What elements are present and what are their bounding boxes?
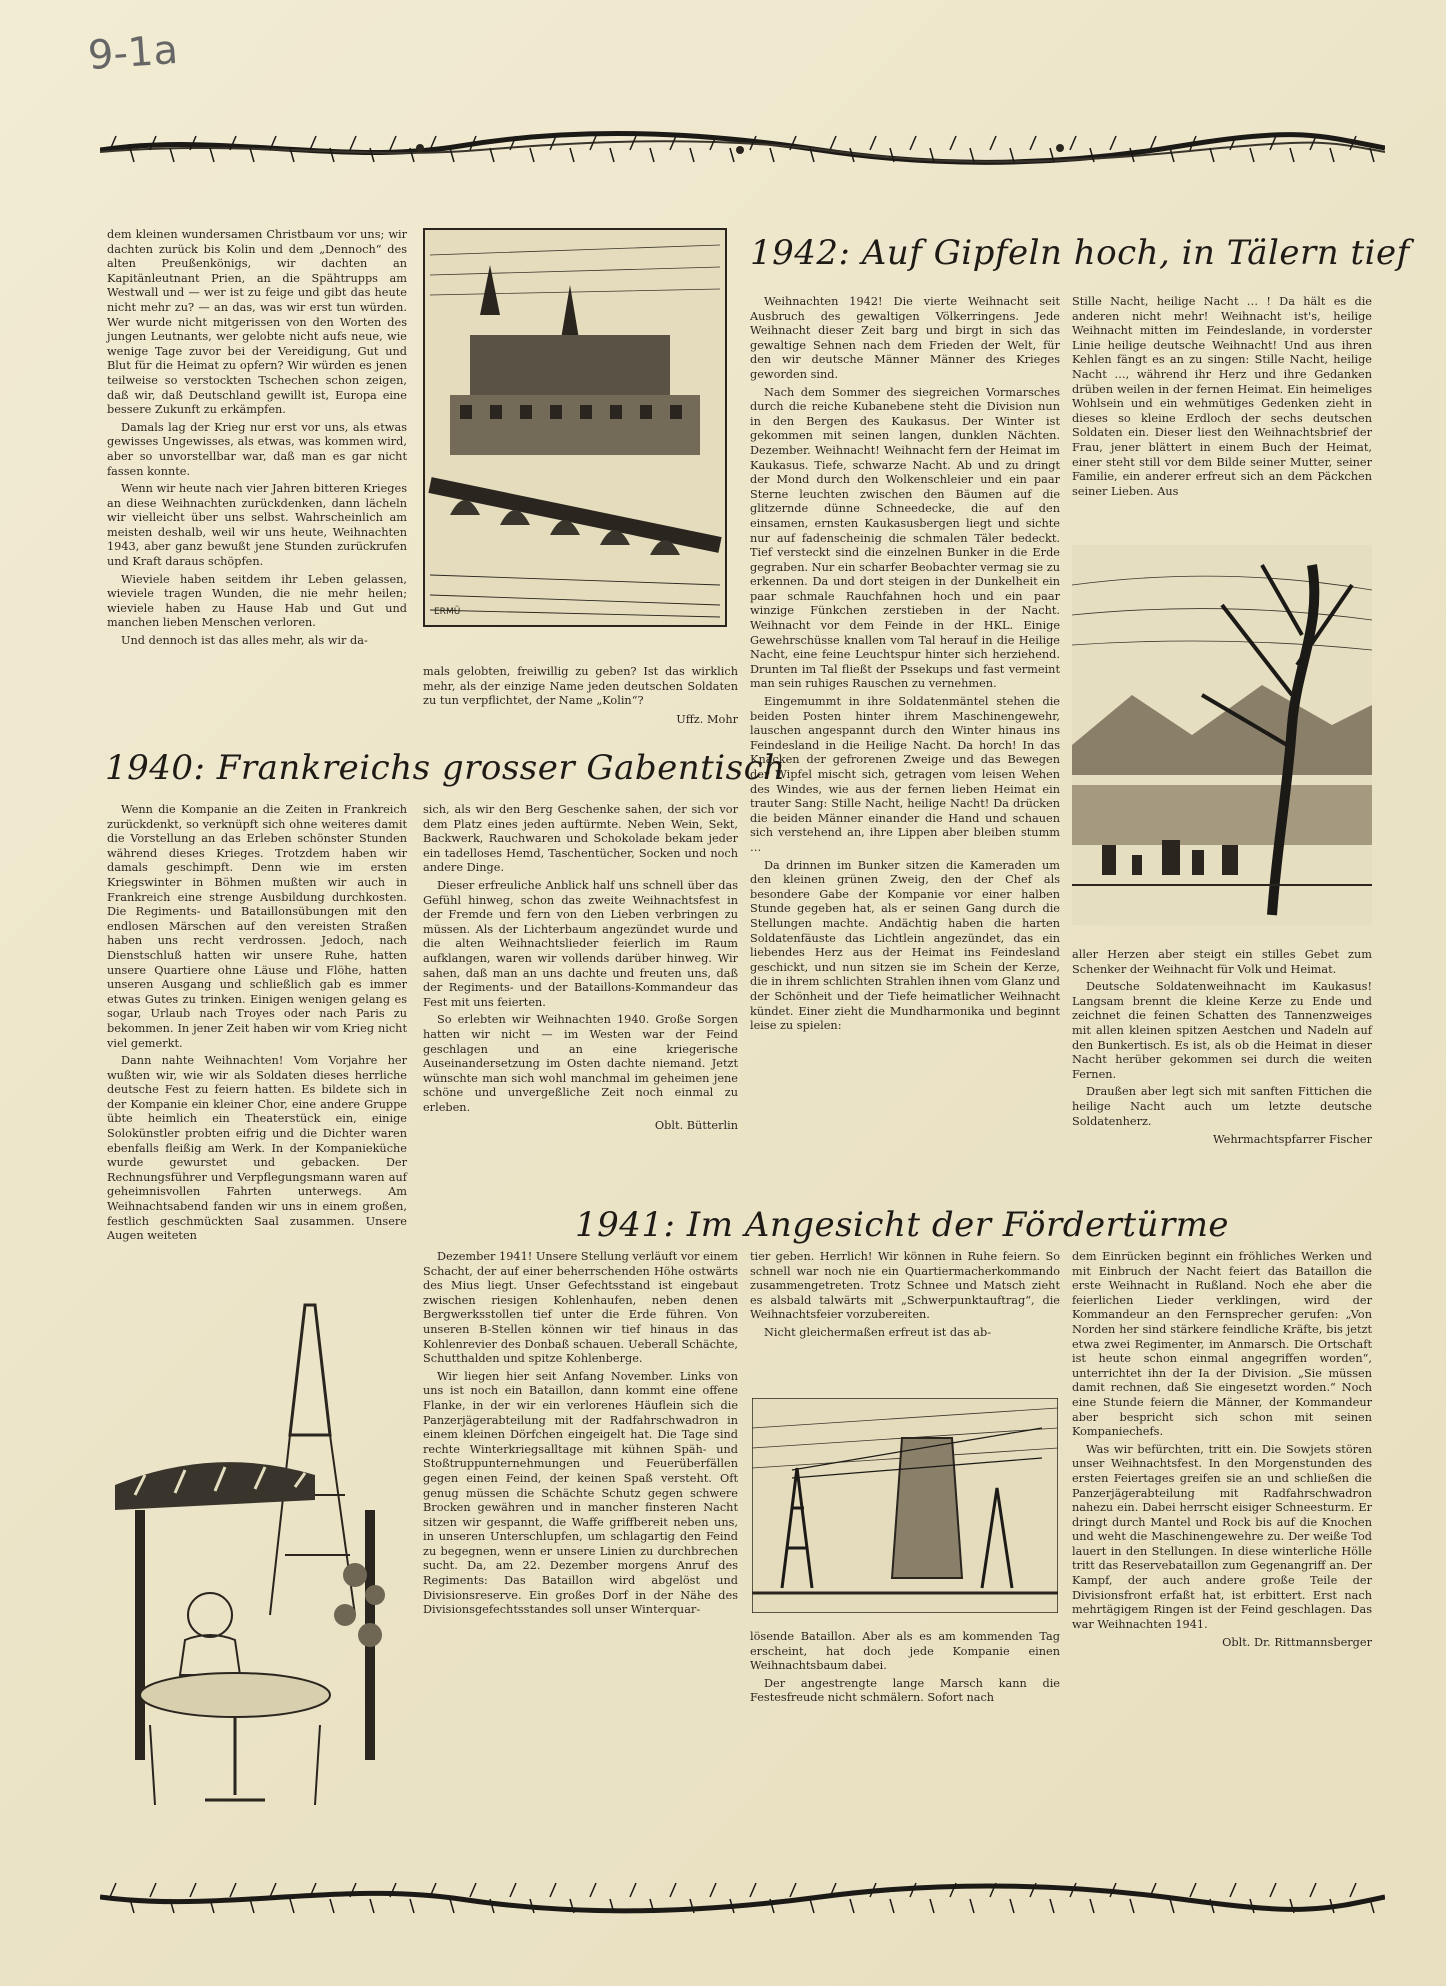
column-1940-continued (423, 803, 738, 1134)
paragraph: Dieser erfreuliche Anblick half uns schnell über das Gefühl hinweg, schon das zweite Weihnachtsfest in der Fremde und fern von den Lieben verbringen zu müssen. Als der Lichterbaum angezündet wurde und die alten Weihnachtslieder feierlich im Raum aufklangen, waren wir vollends darüber hinweg. Wir sahen, daß man an uns dachte und freuten uns, daß der Regiments- und der Bataillons-Kommandeur das Fest mit uns feierten. (423, 878, 738, 1009)
paragraph: Was wir befürchten, tritt ein. Die Sowjets stören unser Weihnachtsfest. In den Morgenstunden des ersten Feiertages greifen sie an und schließen die Panzerjägerabteilung mit Radfahrschwadron nahezu ein. Dabei herrscht eisiger Schneesturm. Er dringt durch Mantel und Rock bis auf die Knochen und weht die Maschinengewehre zu. Der weiße Tod lauert in den Stellungen. In diese winterliche Hölle tritt das Reservebataillon zum Gegenangriff an. Der Kampf, der auch andere große Teile der Divisionsfront erfaßt hat, ist erbittert. Erst nach mehrtägigem Ringen ist der Feind geschlagen. Das war Weihnachten 1941. (1072, 1442, 1372, 1631)
paragraph: Wir liegen hier seit Anfang November. Links von uns ist noch ein Bataillon, dann kommt eine offene Flanke, in der wir ein verlorenes Häuflein sich die Panzerjägerabteilung mit der Radfahrschwadron in einem kleinen Dörfchen eingeigelt hat. Die Tage sind rechte Winterkriegsalltage mit kühnen Späh- und Stoßtruppunternehmungen und Feuerüberfällen gegen einen Feind, der keinen Spaß versteht. Oft genug müssen die Schächte Schutz gegen schwere Brocken gewähren und in mancher finsteren Nacht sitzen wir gespannt, die Waffe griffbereit neben uns, in unseren Unterschlupfen, um schlagartig den Feind zu begegnen, wenn er unsere Linien zu durchbrechen sucht. Da, am 22. Dezember morgens Anruf des Regiments: Das Bataillon wird abgelöst und Divisionsreserve. Ein großes Dorf in der Nähe des Divisionsgefechtsstandes soll unser Winterquar- (423, 1369, 738, 1617)
signature-fischer: Wehrmachtspfarrer Fischer (1212, 1133, 1372, 1147)
paragraph: So erlebten wir Weihnachten 1940. Große Sorgen hatten wir nicht — im Westen war der Feind geschlagen und an eine kriegerische Auseinandersetzung im Osten dachte niemand. Jetzt wünschte man sich wohl manchmal im geheimen jene schöne und unvergeßliche Zeit noch einmal zu erleben. (423, 1013, 738, 1114)
paragraph: sich, als wir den Berg Geschenke sahen, der sich vor dem Platz eines jeden auftürmte. Neben Wein, Sekt, Backwerk, Rauchwaren und Schokolade bekam jeder ein tadelloses Hemd, Taschentücher, Socken und noch andere Dinge. (423, 803, 738, 875)
column-1942-continued (1072, 295, 1372, 502)
column-1942-ending (1072, 948, 1372, 1148)
town-illustration-icon (420, 225, 730, 630)
signature-mohr: Uffz. Mohr (676, 712, 738, 726)
artist-signature: ERMÜ (434, 607, 461, 617)
mine-tower-illustration-icon (752, 1398, 1058, 1613)
paragraph: Stille Nacht, heilige Nacht … ! Da hält es die anderen nicht mehr! Weihnacht ist's, heilige Weihnacht mitten im Feindeslande, in vorderster Linie heilige deutsche Weihnacht! Und aus ihren Kehlen fängt es an zu singen: Stille Nacht, heilige Nacht …, während ihr Herz und ihre Gedanken drüben weilen in der fernen Heimat. Ein heimeliges Wohlsein und ein wehmütiges Gedenken zieht in dieses so kleine Erdloch der sechs deutschen Soldaten ein. Dieser liest den Weihnachtsbrief der Frau, jener blättert in einem Buch der Heimat, einer steht still vor dem Bilde seiner Mutter, seiner Familie, ein anderer erfreut sich an dem Päckchen seiner Lieben. Aus (1072, 295, 1372, 498)
paragraph: Dezember 1941! Unsere Stellung verläuft vor einem Schacht, der auf einer beherrschenden Höhe ostwärts des Mius liegt. Unser Gefechtsstand ist eingebaut zwischen riesigen Kohlenhaufen, neben denen Bergwerksstollen tief unter die Erde führen. Von unseren B-Stellen können wir tief hinaus in das Kohlenrevier des Donbaß schauen. Ueberall Schächte, Schutthalden und spitze Kohlenberge. (423, 1250, 738, 1366)
column-kolin-story (107, 228, 407, 652)
paragraph: Nicht gleichermaßen erfreut ist das ab- (764, 1325, 992, 1339)
headline-1942: 1942: Auf Gipfeln hoch, in Tälern tief (750, 233, 1410, 273)
paragraph: Wieviele haben seitdem ihr Leben gelassen, wieviele tragen Wunden, die nie mehr heilen; wieviele haben zu Hause Hab und Gut und manchen lieben Menschen verloren. (107, 572, 407, 630)
paragraph: Weihnachten 1942! Die vierte Weihnacht seit Ausbruch des gewaltigen Völkerringens. Jede Weihnacht dieser Zeit barg und birgt in sich das gewaltige Sehnen nach dem Frieden der Welt, für den wir deutsche Männer Männer des Krieges geworden sind. (750, 295, 1060, 381)
paragraph: dem Einrücken beginnt ein fröhliches Werken und mit Einbruch der Nacht feiert das Bataillon die erste Weihnacht in Rußland. Noch ehe aber die feierlichen Lieder verklingen, wird der Kommandeur an den Fernsprecher gerufen: „Von Norden her sind stärkere feindliche Kräfte, bis jetzt etwa zwei Regimenter, im Anmarsch. Die Ortschaft ist heute schon einmal angegriffen worden“, unterrichtet ihn der Ia der Division. „Sie müssen damit rechnen, daß Sie eingesetzt worden.“ Noch eine Stunde feiern die Männer, der Kommandeur aber bespricht sich schon mit seinen Kompaniechefs. (1072, 1250, 1372, 1439)
paragraph: Draußen aber legt sich mit sanften Fittichen die heilige Nacht auch um letzte deutsche Soldatenherz. (1072, 1085, 1372, 1128)
paragraph: dem kleinen wundersamen Christbaum vor uns; wir dachten zurück bis Kolin und dem „Dennoch“ des alten Preußenkönigs, wir dachten an Kapitänleutnant Prien, an die Spähtrupps am Westwall und — wer ist zu feige und gibt das heute nicht mehr zu? — an das, was wir erst tun würden. Wer wurde nicht mitgerissen von den Worten des jungen Leutnants, wer gelobte nicht aufs neue, wie wenige Tage zuvor bei der Vereidigung, Gut und Blut für die Heimat zu opfern? Wir würden es jenen teilweise so verstockten Tschechen schon zeigen, daß wir, daß Deutschland gewillt ist, Europa eine bessere Zukunft zu erkämpfen. (107, 228, 407, 417)
column-1940-story (107, 803, 407, 1247)
cafe-eiffel-illustration-icon (115, 1295, 400, 1815)
paragraph: Nach dem Sommer des siegreichen Vormarsches durch die reiche Kubanebene steht die Division nun in den Bergen des Kaukasus. Der Winter ist gekommen mit seinen langen, dunklen Nächten. Dezember. Weihnacht! Weihnacht fern der Heimat im Kaukasus. Tiefe, schwarze Nacht. Ab und zu dringt der Mond durch den Wolkenschleier und ein paar Sterne leuchten zwischen den Bäumen auf die glitzernde dünne Schneedecke, die auf den einsamen, ernsten Kaukasusbergen liegt und sichte nur auf fadenscheinig die schmalen Täler bedeckt. Tief versteckt sind die einzelnen Bunker in die Erde gegraben. Nur ein scharfer Beobachter vermag sie zu erkennen. Da und dort steigen in der Dunkelheit ein paar schmale Rauchfahnen hoch und ein paar winzige Fünkchen zerstieben in der Nacht. Weihnacht vor dem Feinde in der HKL. Einige Gewehrschüsse knallen vom Tal herauf in die Heilige Nacht, eine feine Leuchtspur hinter sich herziehend. Drunten im Tal fließt der Pssekups und fast vermeint man sein ruhiges Rauschen zu vernehmen. (750, 385, 1060, 691)
column-1941-final (1072, 1250, 1372, 1651)
column-1941-story (423, 1250, 738, 1621)
paragraph: Und dennoch ist das alles mehr, als wir da- (121, 634, 368, 648)
paragraph: Da drinnen im Bunker sitzen die Kameraden um den kleinen grünen Zweig, den der Chef als besondere Gabe der Kompanie vor einer halben Stunde gegeben hat, als er seinen Gang durch die Stellungen machte. Andächtig haben die harten Soldatenfäuste das Lichtlein angezündet, das ein liebendes Herz aus der Heimat ins Feindesland geschickt, und nun sitzen sie im Schein der Kerze, die in ihrem schlichten Strahlen ihnen vom Glanz und der Schönheit und der Tiefe heimatlicher Weihnacht kündet. Einer zieht die Mundharmonika und beginnt leise zu spielen: (750, 858, 1060, 1033)
column-1941-ending-part (750, 1630, 1060, 1709)
paragraph: Eingemummt in ihre Soldatenmäntel stehen die beiden Posten hinter ihrem Maschinengewehr, lauschen angespannt durch den Winter hinaus ins Feindesland in die Heilige Nacht. Da horch! In das Knacken der gefrorenen Zweige und das Bewegen der Wipfel mischt sich, getragen vom leisen Wehen des Windes, wie aus der fernen lieben Heimat ein trauter Sang: Stille Nacht, heilige Nacht! Da drücken die beiden Männer einander die Hand und schauen sich verstehend an, ihre Lippen aber bleiben stumm … (750, 695, 1060, 854)
column-kolin-ending (423, 665, 738, 727)
headline-1941: 1941: Im Angesicht der Fördertürme (575, 1205, 1230, 1245)
paragraph: tier geben. Herrlich! Wir können in Ruhe feiern. So schnell war noch nie ein Quartiermacherkommando zusammengetreten. Trotz Schnee und Matsch zieht es alsbald talwärts mit „Schwerpunktauftrag“, die Weihnachtsfeier vorzubereiten. (750, 1250, 1060, 1322)
tree-landscape-illustration-icon (1072, 545, 1372, 925)
paragraph: Der angestrengte lange Marsch kann die Festesfreude nicht schmälern. Sofort nach (750, 1676, 1060, 1705)
column-1942-story (750, 295, 1060, 1037)
paragraph: Deutsche Soldatenweihnacht im Kaukasus! Langsam brennt die kleine Kerze zu Ende und zeichnet die feinen Schatten des Tannenzweiges mit allen kleinen spitzen Aestchen und Nadeln auf den Bunkertisch. Es ist, als ob die Heimat in dieser Nacht herüber gekommen sei durch die weiten Fernen. (1072, 980, 1372, 1081)
handwritten-note: 9-1a (86, 26, 180, 80)
paragraph: Dann nahte Weihnachten! Vom Vorjahre her wußten wir, wie wir als Soldaten dieses herrliche deutsche Fest zu feiern hatten. Es bildete sich in der Kompanie ein kleiner Chor, eine andere Gruppe übte heimlich ein Theaterstück ein, einige Solokünstler probten eifrig und die Dichter waren ebenfalls fleißig am Werk. In der Kompanieküche wurde gewurstet und gebacken. Der Rechnungsführer und Verpflegungsmann waren auf geheimnisvollen Fahrten unterwegs. Am Weihnachtsabend fanden wir uns in einem großen, festlich geschmückten Saal zusammen. Unsere Augen weiteten (107, 1054, 407, 1243)
paragraph: lösende Bataillon. Aber als es am kommenden Tag erscheint, hat doch jede Kompanie einen Weihnachtsbaum dabei. (750, 1630, 1060, 1673)
pine-garland-top-icon (100, 126, 1385, 172)
signature-buetterlin: Oblt. Bütterlin (654, 1119, 738, 1133)
signature-rittmannsberger: Oblt. Dr. Rittmannsberger (1222, 1636, 1372, 1650)
paragraph: Wenn die Kompanie an die Zeiten in Frankreich zurückdenkt, so verknüpft sich ohne weiteres damit die Vorstellung an das Erleben schönster Stunden während dieses Krieges. Trotzdem haben wir damals geschimpft. Denn wie im ersten Kriegswinter in Böhmen mußten wir auch in Frankreich eine strenge Ausbildung durchkosten. Die Regiments- und Bataillonsübungen mit den endlosen Märschen auf den vereisten Straßen haben uns recht verdrossen. Jedoch, nach Dienstschluß hatten wir unsere Ruhe, hatten unsere Quartiere ohne Läuse und Flöhe, hatten unseren Ausgang und schließlich gab es immer etwas Gutes zu trinken. Einigen wenigen gelang es sogar, Urlaub nach Troyes oder nach Paris zu bekommen. In jener Zeit haben wir vom Krieg nicht viel gemerkt. (107, 803, 407, 1050)
paragraph: mals gelobten, freiwillig zu geben? Ist das wirklich mehr, als der einzige Name jeden deutschen Soldaten zu tun verpflichtet, der Name „Kolin“? (423, 665, 738, 708)
column-1941-continued (750, 1250, 1060, 1344)
paragraph: aller Herzen aber steigt ein stilles Gebet zum Schenker der Weihnacht für Volk und Heimat. (1072, 948, 1372, 976)
paragraph: Wenn wir heute nach vier Jahren bitteren Krieges an diese Weihnachten zurückdenken, dann lächeln wir vielleicht über uns selbst. Wahrscheinlich am meisten deshalb, weil wir uns heute, Weihnachten 1943, aber ganz bewußt jene Stunden zurückrufen und Kraft daraus schöpfen. (107, 482, 407, 569)
paragraph: Damals lag der Krieg nur erst vor uns, als etwas gewisses Ungewisses, als etwas, was kommen wird, aber so unvorstellbar war, daß man es gar nicht fassen konnte. (107, 420, 407, 478)
headline-1940: 1940: Frankreichs grosser Gabentisch (105, 748, 786, 788)
pine-garland-bottom-icon (100, 1875, 1385, 1921)
